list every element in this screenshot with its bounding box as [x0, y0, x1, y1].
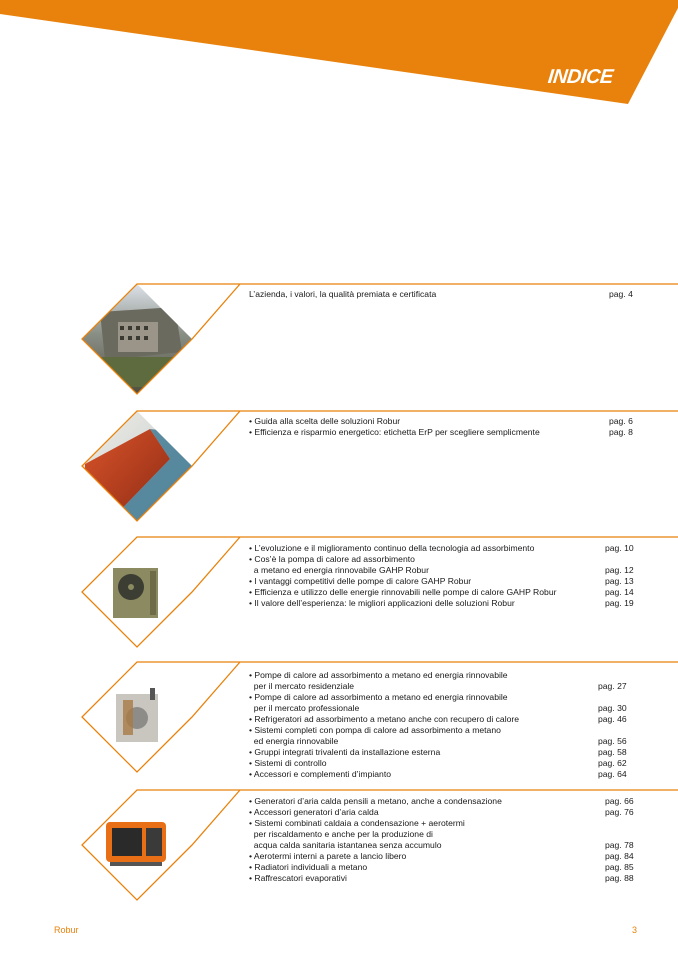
entries-section-3: [249, 543, 635, 609]
toc-entry[interactable]: [249, 758, 635, 769]
toc-entry-text: a metano ed energia rinnovabile GAHP Robur: [249, 565, 429, 575]
toc-entry[interactable]: [249, 769, 635, 780]
toc-entry-page: pag. 13: [605, 576, 634, 586]
toc-entry-text: • Refrigeratori ad assorbimento a metano anche con recupero di calore: [249, 714, 520, 724]
toc-entry-text: • Pompe di calore ad assorbimento a metano ed energia rinnovabile: [249, 670, 508, 680]
toc-entry[interactable]: [249, 598, 635, 609]
entries-section-5: [249, 796, 635, 884]
footer-brand: Robur: [54, 925, 79, 935]
toc-entry-page: pag. 85: [605, 862, 634, 872]
toc-entry-text: per riscaldamento e anche per la produzione di: [249, 829, 433, 839]
toc-entry[interactable]: [249, 289, 635, 300]
toc-entry-text: • Raffrescatori evaporativi: [249, 873, 347, 883]
toc-entry[interactable]: [249, 670, 635, 692]
toc-entry-text: • Pompe di calore ad assorbimento a metano ed energia rinnovabile: [249, 692, 508, 702]
toc-entry[interactable]: [249, 796, 635, 807]
toc-entry-text: • Guida alla scelta delle soluzioni Robur: [249, 416, 401, 426]
page-number: 3: [632, 925, 638, 935]
toc-entry-page: pag. 88: [605, 873, 634, 883]
toc-entry[interactable]: [249, 576, 635, 587]
toc-entry-text: • Sistemi di controllo: [249, 758, 327, 768]
toc-entry[interactable]: [249, 747, 635, 758]
toc-entry-page: pag. 58: [598, 747, 627, 757]
toc-entry-text: L’azienda, i valori, la qualità premiata e certificata: [249, 289, 437, 299]
toc-entry-page: pag. 62: [598, 758, 627, 768]
entries-section-2: [249, 416, 635, 438]
toc-entry-text: • Gruppi integrati trivalenti da installazione esterna: [249, 747, 441, 757]
entries-section-4: [249, 670, 635, 780]
toc-entry-text: • Generatori d’aria calda pensili a metano, anche a condensazione: [249, 796, 502, 806]
toc-entry-page: pag. 6: [609, 416, 633, 426]
toc-entry-text: • Efficienza e risparmio energetico: etichetta ErP per scegliere semplicmente: [249, 427, 540, 437]
toc-entry[interactable]: [249, 427, 635, 438]
toc-entry[interactable]: [249, 725, 635, 747]
toc-entry-page: pag. 76: [605, 807, 634, 817]
toc-entry-page: pag. 19: [605, 598, 634, 608]
toc-entry-text: • L’evoluzione e il miglioramento continuo della tecnologia ad assorbimento: [249, 543, 535, 553]
toc-entry-text: per il mercato residenziale: [249, 681, 355, 691]
toc-entry-page: pag. 46: [598, 714, 627, 724]
gahp-heat-pump-photo: [80, 535, 195, 650]
toc-entry-page: pag. 30: [598, 703, 627, 713]
header-banner: [0, 0, 678, 110]
toc-entry-text: • Efficienza e utilizzo delle energie rinnovabili nelle pompe di calore GAHP Robur: [249, 587, 557, 597]
toc-entry-text: • Aerotermi interni a parete a lancio libero: [249, 851, 407, 861]
toc-entry-text: ed energia rinnovabile: [249, 736, 339, 746]
toc-entry-page: pag. 8: [609, 427, 633, 437]
toc-entry-text: • Cos’è la pompa di calore ad assorbimento: [249, 554, 415, 564]
toc-entry-text: • Accessori generatori d’aria calda: [249, 807, 379, 817]
toc-entry-page: pag. 78: [605, 840, 634, 850]
toc-entry-text: • Sistemi completi con pompa di calore ad assorbimento a metano: [249, 725, 501, 735]
toc-entry[interactable]: [249, 692, 635, 714]
toc-entry-page: pag. 66: [605, 796, 634, 806]
index-section-company: [0, 282, 678, 402]
toc-entry[interactable]: [249, 587, 635, 598]
section-frame: [0, 282, 678, 402]
toc-entry-page: pag. 14: [605, 587, 634, 597]
flame-and-ice-photo: [80, 409, 195, 524]
toc-entry-text: • I vantaggi competitivi delle pompe di calore GAHP Robur: [249, 576, 472, 586]
toc-entry-text: • Radiatori individuali a metano: [249, 862, 368, 872]
company-buildings-photo: [80, 282, 195, 397]
toc-entry-text: • Accessori e complementi d’impianto: [249, 769, 392, 779]
toc-entry-page: pag. 12: [605, 565, 634, 575]
toc-entry[interactable]: [249, 873, 635, 884]
air-heater-photo: [80, 788, 195, 903]
toc-entry-text: acqua calda sanitaria istantanea senza accumulo: [249, 840, 442, 850]
toc-entry[interactable]: [249, 807, 635, 818]
toc-entry-text: per il mercato professionale: [249, 703, 360, 713]
toc-entry[interactable]: [249, 554, 635, 576]
toc-entry[interactable]: [249, 416, 635, 427]
entries-section-1: [249, 289, 635, 300]
absorption-unit-cutaway-photo: [80, 660, 195, 775]
toc-entry-text: • Il valore dell’esperienza: le migliori applicazioni delle soluzioni Robur: [249, 598, 515, 608]
toc-entry[interactable]: [249, 714, 635, 725]
toc-entry[interactable]: [249, 543, 635, 554]
toc-entry-page: pag. 84: [605, 851, 634, 861]
toc-entry-page: pag. 10: [605, 543, 634, 553]
toc-entry-page: pag. 64: [598, 769, 627, 779]
toc-entry-text: • Sistemi combinati caldaia a condensazione + aerotermi: [249, 818, 465, 828]
page-title: INDICE: [546, 66, 615, 88]
toc-entry-page: pag. 4: [609, 289, 633, 299]
toc-entry-page: pag. 27: [598, 681, 627, 691]
toc-entry[interactable]: [249, 818, 635, 851]
toc-entry[interactable]: [249, 851, 635, 862]
toc-entry-page: pag. 56: [598, 736, 627, 746]
toc-entry[interactable]: [249, 862, 635, 873]
